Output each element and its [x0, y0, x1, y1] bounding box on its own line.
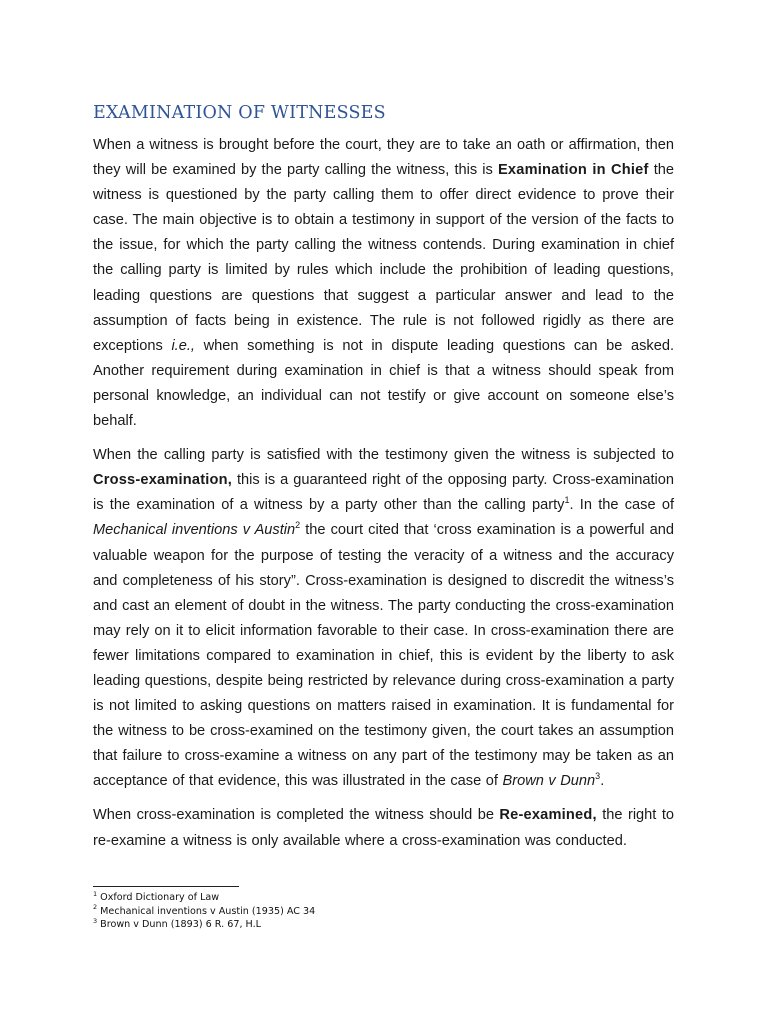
term-re-examined: Re-examined, — [499, 807, 597, 824]
footnote-number: 2 — [93, 903, 98, 912]
paragraph-re-examination — [93, 803, 674, 853]
paragraph-cross-examination — [93, 443, 674, 794]
footnote-text: Brown v Dunn (1893) 6 R. 67, H.L — [100, 919, 261, 930]
paragraph-text: this is a guaranteed right of the opposing party. Cross-examination is the examination of a witness by a party other than the calling party — [93, 472, 674, 514]
footnote-text: Mechanical inventions v Austin (1935) AC 34 — [100, 905, 316, 917]
paragraph-text: When cross-examination is completed the witness should be — [93, 807, 500, 824]
footnote-text: Oxford Dictionary of Law — [100, 892, 220, 903]
paragraph-text: . In the case of — [569, 497, 674, 514]
paragraph-text: the witness is questioned by the party calling them to offer direct evidence to prove their case. The main objective is to obtain a testimony in support of the version of the facts to the issue, for which the party calling the witness contends. During examination in chief the calling party is limited by rules which include the prohibition of leading questions, leading questions are questions that suggest a particular answer and lead to the assumption of facts being in existence. The rule is not followed rigidly as there are exceptions — [93, 162, 674, 354]
term-cross-examination: Cross-examination, — [93, 472, 233, 489]
term-examination-in-chief: Examination in Chief — [498, 162, 649, 179]
paragraph-examination-in-chief — [93, 133, 674, 434]
paragraph-text: When a witness is brought before the court, they are to take an oath or affirmation, then they will be examined by the party calling the witness, this is — [93, 137, 674, 179]
case-name-mechanical-inventions: Mechanical inventions v Austin — [93, 522, 296, 539]
footnote-separator — [93, 886, 239, 887]
footnote-1 — [93, 891, 493, 905]
footnote-ref-2: 2 — [295, 520, 301, 531]
paragraph-text: the right to re-examine a witness is only available where a cross-examination was conducted. — [93, 807, 674, 849]
footnote-number: 1 — [93, 889, 98, 898]
footnote-ref-3: 3 — [595, 771, 601, 782]
case-name-brown-v-dunn: Brown v Dunn — [502, 773, 596, 790]
paragraph-text: when something is not in dispute leading questions can be asked. Another requirement during examination in chief is that a witness should speak from personal knowledge, an individual can not testify or give account on someone else’s behalf. — [93, 337, 674, 430]
paragraph-text: the court cited that ‘cross examination is a powerful and valuable weapon for the purpose of testing the veracity of a witness and the accuracy and completeness of his story”. Cross-examination is designed to discredit the witness’s and cast an element of doubt in the witness. The party conducting the cross-examination may rely on it to elicit information favorable to their case. In cross-examination there are fewer limitations compared to examination in chief, this is evident by the liberty to ask leading questions, despite being restricted by relevance during cross-examination a party is not limited to asking questions on matters raised in examination. It is fundamental for the witness to be cross-examined on the testimony given, the court takes an assumption that failure to cross-examine a witness on any part of the testimony may be taken as an acceptance of that evidence, this was illustrated in the case of — [93, 522, 674, 790]
footnote-ref-1: 1 — [564, 495, 570, 506]
footnote-number: 3 — [93, 916, 98, 925]
footnote-2 — [93, 905, 493, 919]
footnotes — [93, 891, 493, 932]
footnote-3 — [93, 918, 493, 932]
section-heading: EXAMINATION OF WITNESSES — [93, 103, 386, 123]
paragraph-text: . — [600, 773, 605, 790]
paragraph-text: When the calling party is satisfied with the testimony given the witness is subjected to — [93, 447, 674, 464]
abbreviation-ie: i.e., — [171, 337, 195, 354]
document-body — [93, 100, 674, 863]
